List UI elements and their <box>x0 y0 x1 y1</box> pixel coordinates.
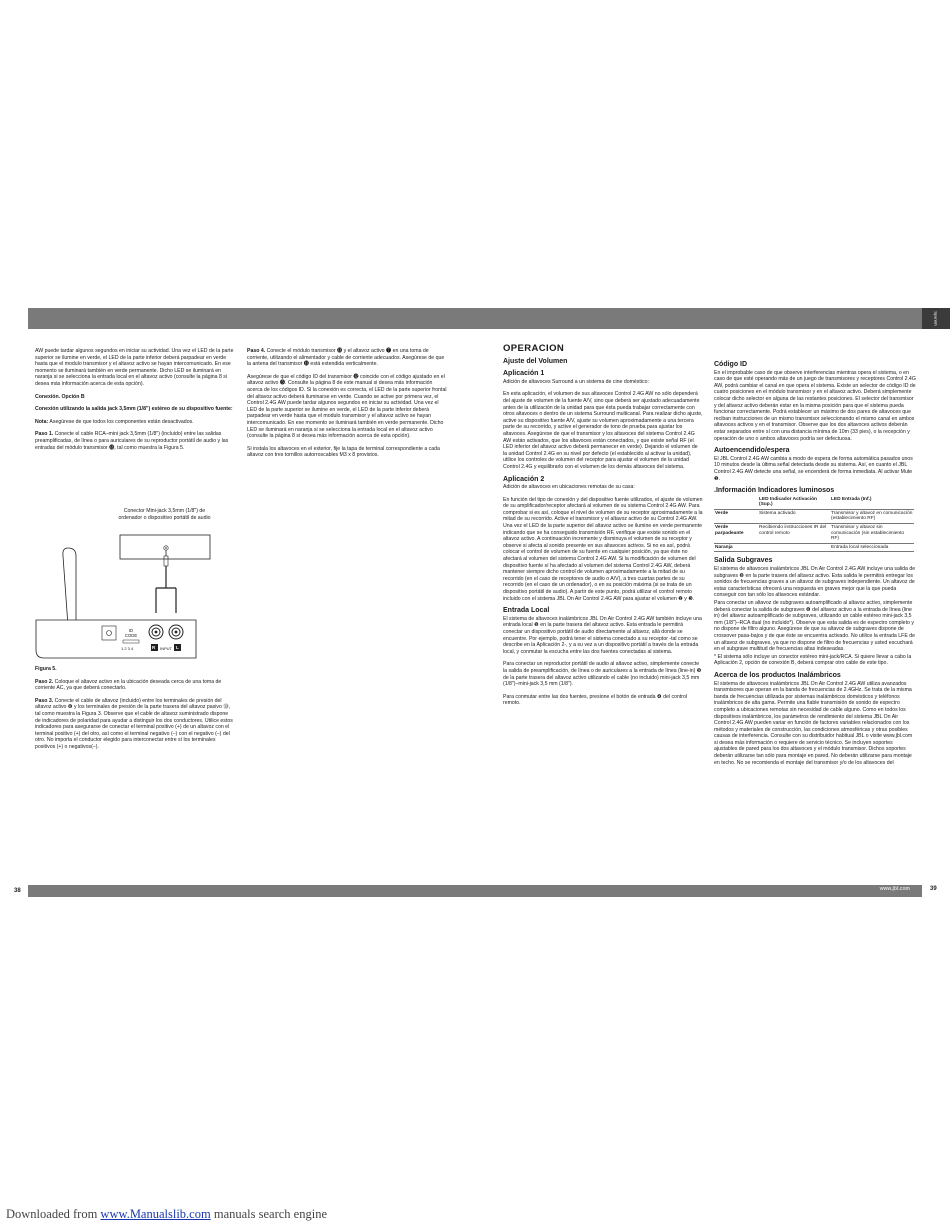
website-label: www.jbl.com <box>879 886 910 892</box>
paragraph: En el improbable caso de que observe interferencias mientras opera el sistema, o en caso de que esté operando más de un juego de transmisores y receptores Control 2.4G AW, podrá cambiar el canal en que opera el sistema. Existe un selector de código ID de cuatro posiciones en el módulo transmisor y en el altavoz activo. Deberá simplemente colocar dicho selector en alguna de las restantes posiciones. El selector del transmisor y del altavoz activo deberán estar en la misma posición para que el sistema pueda funcionar correctamente. Podrá establecer un máximo de dos pares de altavoces que reciban instrucciones de un mismo transmisor seleccionando el mismo canal en ambos altavoces activos y en el transmisor. Observe que los dos altavoces activos deberán estar separados entre sí con una distancia mínima de 10m (33 pies), o la recepción y operación de uno o ambos altavoces podría ser defectuosa. <box>714 369 916 442</box>
paragraph: Para conmutar entre las dos fuentes, presione el botón de entrada ❹ del control remoto. <box>503 693 688 707</box>
paragraph: El sistema de altavoces inalámbricos JBL On Air Control 2.4G AW incluye una salida de subgraves ❽ en la parte trasera del altavoz activo. Esta salida le permitirá entregar los sonidos de frecuencias graves a un altavoz de subgraves independiente. Un altavoz de estas características ofrecerá una respuesta en graves mejor que la que pueda conseguir con tan sólo los altavoces estándar. <box>714 566 916 599</box>
nota-text: Asegúrese de que todos los componentes están desactivados. <box>49 418 194 425</box>
footer-suffix: manuals search engine <box>210 1207 327 1221</box>
jack-heading: Conexión utilizando la salida jack 3,5mm (1/8") estéreo de su dispositivo fuente: <box>35 406 233 413</box>
paragraph: Para conectar un reproductor portátil de audio al altavoz activo, simplemente conecte la salida de preamplificación, de línea o de auriculares a la entrada de línea (line-in) ❾ de la parte trasera del altavoz activo utilizando el cable (no incluido) mini-jack 3,5 mm (1/8")–mini-jack 3,5 mm (1/8"). <box>503 661 702 688</box>
paragraph: Si instala los altavoces en el exterior, fije la tapa de terminal correspondiente a cada altavoz con tres tornillos autorroscables M3 x 8 provistos. <box>247 445 440 459</box>
table-header-cell: LED Indicador Activación (Sup.) <box>758 496 830 510</box>
table-header-cell: LED Entrada (Inf.) <box>830 496 914 510</box>
header-band <box>28 308 922 329</box>
page-number-right: 39 <box>930 886 937 892</box>
led-table <box>714 496 914 553</box>
autoencendido-heading: Autoencendido/espera <box>714 447 790 455</box>
table-cell: Verde <box>714 509 758 523</box>
r-label: R <box>152 645 156 650</box>
table-cell: Transmisor y altavoz en comunicación (establecimiento RF) <box>830 509 914 523</box>
option-b-heading: Conexión. Opción B <box>35 393 85 400</box>
aplicacion-2-text: En función del tipo de conexión y del dispositivo fuente utilizados, el ajuste de volumen de su amplificador/receptor afectará al volumen de su sistema Control 2.4G AW. Para comprobar si es así, coloque el nivel de volumen de su receptor aproximadamente a la mitad de su recorrido. Active el transmisor y el altavoz activo de su Control 2.4G AW. Una vez el LED de la parte superior del altavoz activo se ilumine en verde permanente indicando que se ha conseguido transmisión RF, verifique que existe sonido en el altavoz activo. A continuación incremente y disminuya el volumen de su receptor y observe si afecta al sonido presente en sus altavoces activos. Si no es así, podrá colocar el control de volumen de su fuente en cualquier posición, ya que éste no afectará al volumen del sistema Control 2.4G AW. Si la modificación de volumen del dispositivo fuente sí ha afectado al volumen del sistema Control 2.4G AW, deberá mantener siempre dicho control de volumen aproximadamente a la mitad de su recorrido (en el caso de receptores de audio o A/V), a tres cuartas partes de su recorrido (en el caso de un ordenador), o en su posición máxima (si se trata de un dispositivo portátil de audio). A partir de este punto, podrá utilizar el control remoto incluido con el sistema JBL On Air Control 2.4G AW para ajustar el volumen ❷ y ❸. <box>503 496 703 602</box>
aplicacion-2-intro: Adición de altavoces en ubicaciones remotas de su casa: <box>503 484 635 491</box>
table-cell: Sistema activado <box>758 509 830 523</box>
connector-label: Conector Mini-jack 3,5mm (1/8") de ordenador o dispositivo portátil de audio <box>118 508 211 521</box>
table-cell: Entrada local seleccionada <box>830 543 914 552</box>
id-digits: 1 2 3 4 <box>121 646 134 651</box>
paso1-label: Paso 1. <box>35 431 54 438</box>
aplicacion-1-text: En esta aplicación, el volumen de sus altavoces Control 2.4G AW no sólo dependerá del ajuste de volumen de la fuente A/V, sino que deberá ser ajustado adecuadamente antes de la utilización de la unidad para que ésta pueda trabajar correctamente con otros altavoces o dentro de un sistema Surround multicanal. Para realizar dicho ajuste, active su dispositivo fuente A/V, ajuste su volumen aproximadamente a una tercera parte de su recorrido, y active el generador de tono de prueba para ajustar los altavoces. Asegúrese de que el transmisor y los altavoces del sistema Control 2.4G AW están activados, que los altavoces están conectados, y que existe señal RF (el LED inferior del altavoz activo deberá permanecer en verde). Dejando el volumen de la unidad Control 2.4G en su nivel por defecto (el establecido al activar la unidad), utilice los controles de volumen del receptor para ajustar el volumen de la unidad Control 2.4G y equilibrarlo con el volumen de los demás altavoces del sistema. <box>503 391 703 470</box>
subgraves-heading: Salida Subgraves <box>714 557 773 565</box>
download-footer <box>6 1207 327 1222</box>
paragraph: AW puede tardar algunos segundos en iniciar su actividad. Una vez el LED de la parte superior se ilumine en verde, el LED de la parte inferior deberá parpadear en verde hasta que el modulo transmisor y el altavoz activo se hayan intercomunicado. En ese momento se iluminará también en verde permanente. Dicho LED se iluminará en naranja si se selecciona la entrada local en el altavoz activo (consulte la página 8 si desea más información acerca de esta opción). <box>35 348 234 387</box>
table-cell: Transmisor y altavoz sin comunicación (sin establecimiento RF) <box>830 524 914 544</box>
aplicacion-1-heading: Aplicación 1 <box>503 370 545 378</box>
inalambricos-heading: Acerca de los productos Inalámbricos <box>714 671 841 679</box>
codigo-id-heading: Código ID <box>714 361 748 368</box>
paso2-text: Coloque el altavoz activo en la ubicación deseada cerca de una toma de corriente AC, ya que deberá conectarlo. <box>35 678 222 692</box>
manualslib-link[interactable]: www.Manualslib.com <box>100 1207 211 1221</box>
section-title: OPERACION <box>503 343 565 354</box>
aplicacion-1-intro: Adición de altavoces Surround a un sistema de cine doméstico: <box>503 378 649 385</box>
table-row <box>714 543 914 552</box>
paragraph: * El sistema sólo incluye un conector estéreo mini-jack/RCA. Si quiere llevar a cabo la Aplicación 2, opción de conexión B, deberá comprar otro cable de este tipo. <box>714 653 912 667</box>
paso1-text: Conecte el cable RCA–mini jack 3,5mm (1/8") (incluido) entre las salidas preamplificadas, de línea o para auriculares de su reproductor portátil de audio y las entradas del módulo transmisor ⓭, tal como muestra la Figura 5. <box>35 431 229 451</box>
table-cell: Verde parpadeante <box>714 524 758 544</box>
column-3 <box>503 343 703 713</box>
paso2-label: Paso 2. <box>35 678 54 685</box>
l-label: L <box>176 645 179 650</box>
page-number-left: 38 <box>14 888 21 894</box>
table-row <box>714 509 914 523</box>
table-row <box>714 524 914 544</box>
footer-prefix: Downloaded from <box>6 1207 101 1221</box>
language-tab <box>922 308 950 329</box>
column-1 <box>35 348 235 457</box>
indicadores-heading: .Información Indicadores luminosos <box>714 487 835 495</box>
connection-diagram-icon <box>32 508 217 664</box>
language-tab-label: Spanish <box>933 311 939 326</box>
column-2 <box>247 348 447 465</box>
figure-caption: Figura 5. <box>35 666 57 672</box>
paragraph: El JBL Control 2.4G AW cambia a modo de espera de forma automática pasados unos 10 minutos desde la última señal detectada desde su sistema. Así, en cuanto el JBL Control 2.4G AW detecte una señal, se encenderá de forma inmediata. Al activar Mute ❶. <box>714 455 913 482</box>
paragraph: Para conectar un altavoz de subgraves autoamplificado al altavoz activo, simplemente deberá conectar la salida de subgraves ❽ del altavoz activo a la entrada de línea (line in) del altavoz autoamplificado de subgraves, utilizando un cable estéreo mini-jack 3,5 mm (1/8")–RCA dual (no incluido*). Observe que esta salida es de espectro completo y no dispone de filtro alguno. Asegúrese de que su altavoz de subgraves dispone de crossover pasa-bajos y de que éste se encuentra activado. No utilice la entrada LFE de un altavoz de subgraves, ya que no dispone de filtro de frecuencias y usted escuchará en el subgrave multitud de frecuencias altas indeseadas. <box>714 600 915 653</box>
paragraph: Asegúrese de que el código ID del transmisor ⓬ coincide con el código ajustado en el altavoz activo ❺. Consulte la página 8 de este manual si desea más información acerca de los códigos ID. Si la conexión es correcta, el LED de la parte superior frontal del altavoz activo deberá iluminarse en verde. Cuando se active por primera vez, el Control 2.4G AW puede tardar algunos segundos en iniciar su actividad. Una vez el LED de la parte superior se ilumine en verde, el LED de la parte inferior deberá parpadear en verde hasta que el modulo transmisor y el altavoz activo se hayan intercomunicado. En ese momento se iluminará también en verde permanente. Dicho LED se iluminará en naranja si se selecciona la entrada local en el altavoz activo (consulte la página 8 si desea más información acerca de esta opción). <box>247 373 447 440</box>
column-4 <box>714 362 916 772</box>
column-1-bottom <box>35 666 235 757</box>
id-code-label: ID CODE <box>124 628 138 638</box>
paso3-text: Conecte el cable de altavoz (incluido) entre los terminales de presión del altavoz activo ❻ y los terminales de presión de la parte trasera del altavoz pasivo ⓾, tal como muestra la Figura 3. Observe que el cable de altavoz suministrado dispone de indicadores de polaridad para ayudar a distinguir los dos conductores. Utilice estos indicadores para asegurarse de conectar el terminal positivo (+) de un altavoz con el terminal positivo (+) del otro, así como el terminal negativo (–) con el negativo (–) del otro. No importa el conductor elegido para interconectar entre sí los terminales positivos (+) o negativos(–). <box>35 697 233 750</box>
footer-band <box>28 885 922 897</box>
paso4-text: Conecte el módulo transmisor ⓭ y el altavoz activo ❼ en una toma de corriente, utilizando el alimentador y cable de corriente adecuados. Asegúrese de que la antena del transmisor ⓫ está extendida verticalmente. <box>247 348 445 368</box>
entrada-local-heading: Entrada Local <box>503 607 550 615</box>
table-cell <box>758 543 830 552</box>
table-cell: Recibiendo instrucciones IR del control remoto <box>758 524 830 544</box>
paso4-label: Paso 4. <box>247 348 266 354</box>
table-header-row <box>714 496 914 510</box>
paso3-label: Paso 3. <box>35 697 54 704</box>
figure-5-diagram <box>32 508 217 664</box>
table-cell: Naranja <box>714 543 758 552</box>
table-header-cell <box>714 496 758 510</box>
input-label: INPUT <box>160 646 172 651</box>
aplicacion-2-heading: Aplicación 2 <box>503 475 545 483</box>
nota-label: Nota: <box>35 418 49 425</box>
paragraph: El sistema de altavoces inalámbricos JBL On Air Control 2.4G AW utiliza avanzados transmisores que operan en la banda de frecuencias de 2.4GHz. Se trata de la misma banda de frecuencias utilizada por sistemas inalámbricos domésticos y teléfonos inalámbricos de alta gama. Permite una fiable transmisión de sonido de espectro completo a ubicaciones remotas sin necesidad de cable alguno. Como en todos los dispositivos inalámbricos, los parámetros de rendimiento del sistema JBL On Air Control 2.4G AW pueden variar en función de factores variables relacionados con los métodos y materiales de construcción, las condiciones atmosféricas y otras posibles causas de interferencia. Consulte con su distribuidor habitual JBL o visite www.jbl.com si desea más información o requiere de servicio técnico. Se incluyen soportes ajustables de pared para los dos altavoces y el módulo transmisor. Dichos soportes deberán utilizarse tan sólo para montaje en pared. No deberán utilizarse para montaje en techo. No se recomienda el montaje del transmisor y/o de los altavoces del <box>714 680 913 766</box>
paragraph: El sistema de altavoces inalámbricos JBL On Air Control 2.4G AW también incluye una entrada local ❾ en la parte trasera del altavoz activo. Esta entrada le permitirá conectar un dispositivo portátil de audio directamente al altavoz, allá donde se encuentre. Por ejemplo, podrá tener el sistema conectado a su receptor -tal como se describe en la Aplicación 2-, y a su vez a un dispositivo portátil a través de la entrada local, y conmutar la escucha entre las dos fuentes conectadas al sistema. <box>503 615 702 655</box>
section-subtitle: Ajuste del Volumen <box>503 357 568 365</box>
